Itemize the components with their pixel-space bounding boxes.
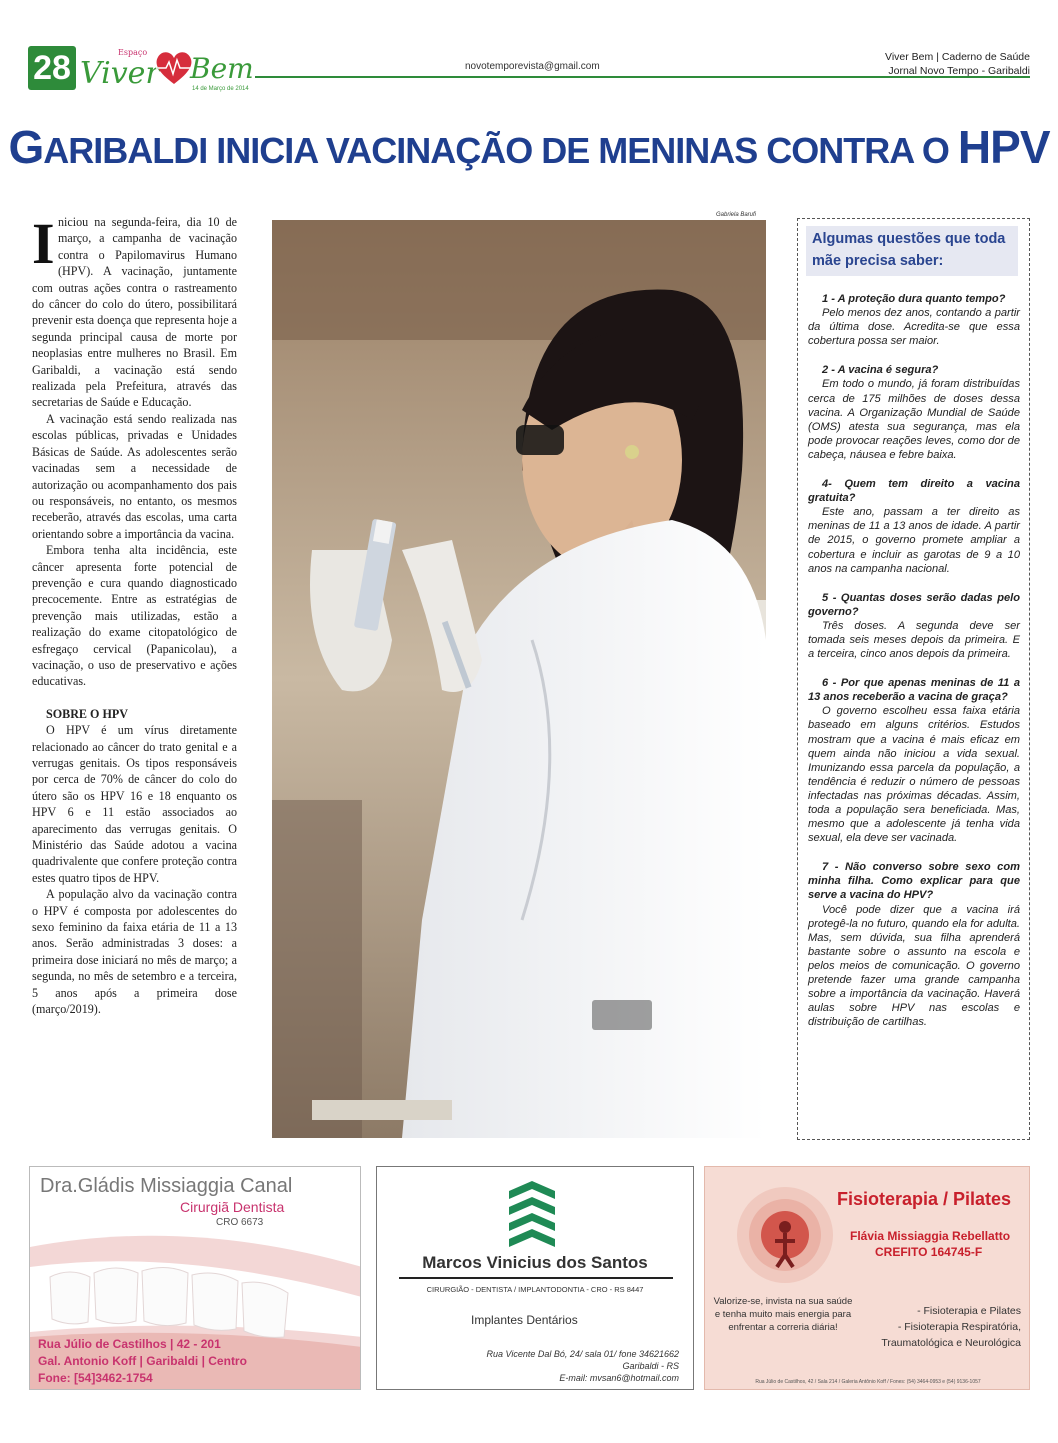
sidebar-question: 6 - Por que apenas meninas de 11 a 13 anos receberão a vacina de graça? (808, 677, 1020, 704)
ad3-slogan: Valorize-se, invista na sua saúde e tenha muito mais energia para enfrentar a correria diária! (713, 1296, 853, 1333)
sidebar-title: Algumas questões que toda mãe precisa saber: (806, 226, 1018, 276)
header-right-line-1: Viver Bem | Caderno de Saúde (885, 51, 1030, 63)
ad3-title: Fisioterapia / Pilates (837, 1189, 1012, 1209)
article-body (32, 211, 237, 1018)
ad3-name: Flávia Missiaggia Rebellatto (850, 1229, 1011, 1243)
headline-text: ARIBALDI INICIA VACINAÇÃO DE MENINAS CONTRA O (43, 130, 958, 171)
ad3-service-item: Traumatológica e Neurológica (881, 1337, 1021, 1349)
photo-credit: Gabriela Barufi (716, 212, 757, 218)
sidebar-question: 5 - Quantas doses serão dadas pelo governo? (808, 591, 1020, 618)
ad3-service-item: - Fisioterapia e Pilates (917, 1305, 1021, 1317)
ad2-service: Implantes Dentários (471, 1313, 578, 1327)
logo-word-bem: Bem (190, 52, 254, 85)
ad2-name: Marcos Vinicius dos Santos (422, 1253, 648, 1272)
sidebar-answer: Este ano, passam a ter direito as meninas de 11 a 13 anos de idade. A partir de 2015, o governo promete ampliar a cobertura e incluir as garotas de 9 a 10 anos na campanha nacional. (808, 506, 1020, 575)
logo-word-viver: Viver (80, 56, 160, 91)
section-logo (80, 44, 260, 104)
ad1-name (40, 1175, 292, 1198)
ad2-divider (399, 1277, 673, 1279)
headline-initial: G (8, 121, 44, 173)
sidebar-answer: O governo escolheu essa faixa etária baseado em alguns critérios. Estudos mostram que a vacina é mais eficaz em quem ainda não iniciou a vida sexual. Imunizando essa parcela da população, a tendência é reduzir o número de pessoas infectadas nas próximas décadas. Assim, toda a população sera beneficiada. Mas, mesmo que a adolescente já tenha vida sexual, ela deve ser vacinada. (808, 705, 1020, 845)
sidebar-answer: Pelo menos dez anos, contando a partir da última dose. Acredita-se que essa cobertura possa ser maior. (808, 307, 1020, 348)
article-paragraph: Embora tenha alta incidência, este câncer apresenta forte potencial de prevenção e cura quando diagnosticado precocemente. Entre as estratégias de prevenção mais utilizadas, estão a realização do exame citopatológico de esfregaço cervical (Papanicolau), a vacinação, o uso de preservativo e ações educativas. (32, 543, 237, 689)
section-title: SOBRE O HPV (46, 706, 128, 721)
header-publication (885, 50, 1030, 78)
body-target-icon (735, 1185, 835, 1285)
ad2-specialty: CIRURGIÃO - DENTISTA / IMPLANTODONTIA - CRO - RS 8447 (426, 1285, 644, 1294)
headline-end: HPV (957, 121, 1050, 173)
ad3-crefito: CREFITO 164745-F (875, 1245, 983, 1259)
article-paragraph: A população alvo da vacinação contra o HPV é composta por adolescentes do sexo feminino da faixa etária de 11 a 13 anos. Serão administradas 3 doses: a primeira dose iniciará no mês de março; a segunda, no mês de setembro e a terceira, 5 anos após a primeira dose (março/2019). (32, 887, 237, 1017)
ad1-phone: Fone: [54]3462-1754 (38, 1371, 153, 1385)
ad1-name-pre: Dra. (40, 1175, 78, 1197)
sidebar-question: 1 - A proteção dura quanto tempo? (822, 293, 1006, 305)
ad1-cro: CRO 6673 (216, 1217, 264, 1228)
article-paragraph: niciou na segunda-feira, dia 10 de março, a campanha de vacinação contra o Papilomavirus Humano (HPV). A vacinação, juntamente com outras ações contra o rastreamento do câncer do colo do útero, possibilitará prevenir esta doença que representa hoje a segunda principal causa de morte por neoplasias entre mulheres no Brasil. Em Garibaldi, a vacinação está sendo realizada pela Prefeitura, através das secretarias de Saúde e Educação. (32, 215, 237, 410)
article-photo (272, 220, 766, 1138)
ad1-address-1: Rua Júlio de Castilhos | 42 - 201 (38, 1337, 221, 1351)
sidebar-answer: Você pode dizer que a vacina irá protegê-la no futuro, quando ela for adulta. Mas, sem dúvida, sua filha aprenderá bastante sobre o assunto na escola e pelos meios de comunicação. O governo pretende fazer uma grande campanha sobre a importância da vacinação. Haverá aulas sobre HPV nas escolas e distribuição de cartilhas. (808, 903, 1020, 1029)
article-paragraph: O HPV é um vírus diretamente relacionado ao câncer do trato genital e a verrugas genitais. Os tipos responsáveis por cerca de 70% de câncer do colo do útero são os HPV 16 e 18 enquanto os HPV 6 e 11 estão associados ao aparecimento das verrugas genitais. O Ministério das Saúde adotou a vacina quadrivalente que confere proteção contra estes quatro tipos de HPV. (32, 723, 237, 885)
headline (0, 120, 1058, 174)
ad-dentist-gladis[interactable] (29, 1166, 361, 1390)
heart-icon (154, 50, 194, 86)
ad3-footer: Rua Júlio de Castilhos, 42 / Sala 214 / Galeria Antônio Koff / Fones: (54) 3464-0953 e (54) 9136-1057 (755, 1379, 981, 1385)
drop-cap: I (32, 211, 55, 276)
ad1-name-last: Canal (240, 1175, 293, 1197)
photo-illustration (272, 220, 766, 1138)
ad1-name-first: Gládis (77, 1175, 135, 1197)
ad3-service-item: - Fisioterapia Respiratória, (897, 1321, 1021, 1333)
sidebar-question: 2 - A vacina é segura? (822, 364, 939, 377)
sidebar-answer: Três doses. A segunda deve ser tomada seis meses depois da primeira. E a terceira, cinco anos depois da primeira. (808, 619, 1020, 661)
logo-small-text: Espaço (118, 48, 148, 57)
ad2-city: Garibaldi - RS (622, 1361, 679, 1371)
ad3-services (881, 1303, 1021, 1351)
ad1-specialty: Cirurgiã Dentista (180, 1199, 285, 1215)
header-right-line-2: Jornal Novo Tempo - Garibaldi (888, 65, 1030, 77)
ad2-address: Rua Vicente Dal Bó, 24/ sala 01/ fone 34621662 (486, 1349, 679, 1359)
page-number: 28 (28, 46, 76, 90)
sidebar-answer: Em todo o mundo, já foram distribuídas cerca de 175 milhões de doses dessa vacina. A Organização Mundial de Saúde (OMS) atesta sua segurança, mas ela pode provocar reações leves, como dor de cabeça, náusea e febre baixa. (808, 378, 1020, 461)
ad1-name-middle: Missiaggia (140, 1175, 235, 1197)
ad1-address-2: Gal. Antonio Koff | Garibaldi | Centro (38, 1354, 247, 1368)
ad-dentist-marcos[interactable] (376, 1166, 694, 1390)
ad2-email[interactable]: E-mail: mvsan6@hotmail.com (559, 1373, 679, 1383)
sidebar-question: 4- Quem tem direito a vacina gratuita? (808, 478, 1020, 505)
sidebar-question: 7 - Não converso sobre sexo com minha filha. Como explicar para que serve a vacina do HPV? (808, 861, 1020, 902)
header-email[interactable]: novotemporevista@gmail.com (465, 61, 600, 72)
logo-date: 14 de Março de 2014 (192, 86, 249, 92)
article-paragraph: A vacinação está sendo realizada nas escolas públicas, privadas e Unidades Básicas de Saúde. As adolescentes serão vacinadas sem a necessidade de autorização ou acompanhamento dos pais ou responsáveis, no entanto, os mesmos receberão, através das escolas, uma carta orientando sobre a importância da vacina. (32, 411, 237, 541)
dental-logo-icon (505, 1181, 559, 1247)
ad-physiotherapy[interactable] (704, 1166, 1030, 1390)
sidebar-body (808, 292, 1020, 1044)
